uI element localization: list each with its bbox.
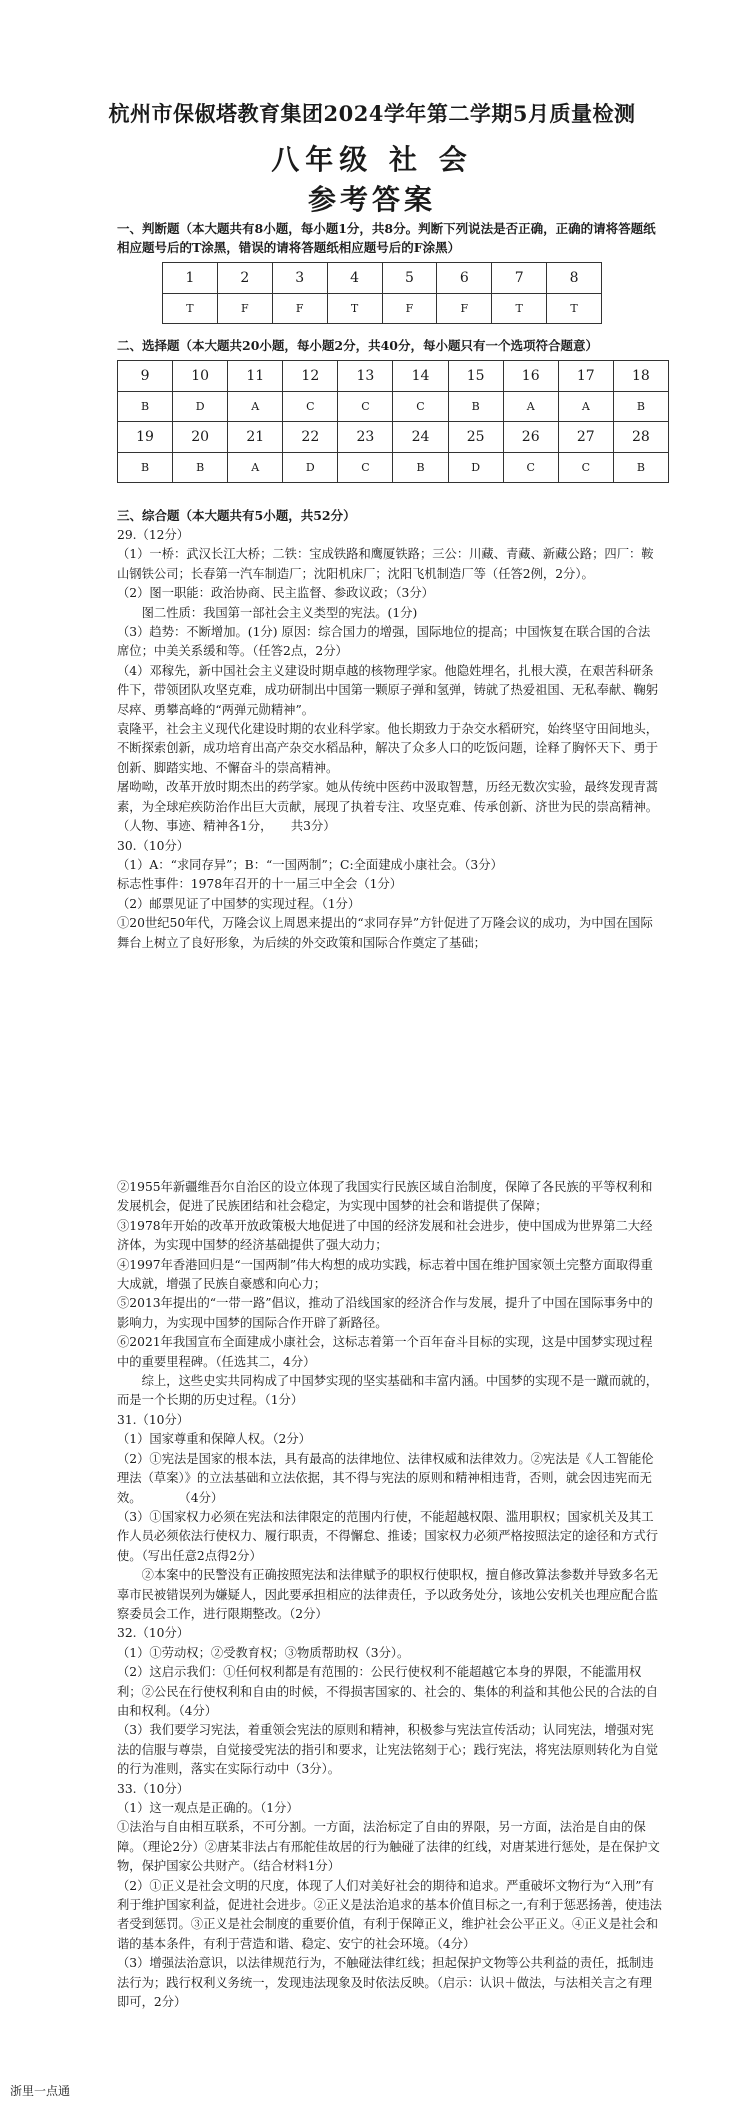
question-number-cell: 10	[173, 361, 228, 392]
answer-cell: F	[272, 294, 327, 324]
answer-cell: A	[228, 453, 283, 483]
q29-2a: （2）图一职能：政治协商、民主监督、参政议政；（3分）	[117, 586, 434, 601]
q29-3: （3）趋势：不断增加。(1分) 原因：综合国力的增强，国际地位的提高；中国恢复在联合国的合法席位；中美关系缓和等。（任答2点，2分）	[117, 625, 651, 659]
question-number-cell: 2	[217, 263, 272, 294]
q33-1: （1）这一观点是正确的。（1分）	[117, 1801, 299, 1815]
question-number-cell: 11	[228, 361, 283, 392]
question-number-cell: 19	[118, 422, 173, 453]
answer-title: 参考答案	[307, 183, 436, 216]
question-number-cell: 20	[173, 422, 228, 453]
answer-cell: D	[283, 453, 338, 483]
answer-cell: C	[503, 453, 558, 483]
q30-2-item1: ①20世纪50年代，万隆会议上周恩来提出的“求同存异”方针促进了万隆会议的成功，为中国在国际舞台上树立了良好形象，为后续的外交政策和国际合作奠定了基础；	[117, 916, 653, 950]
q29-4-yuan: 袁隆平，社会主义现代化建设时期的农业科学家。他长期致力于杂交水稻研究，始终坚守田间地头，不断探索创新，成功培育出高产杂交水稻品种，解决了众多人口的吃饭问题，诠释了胸怀天下、勇于创新、脚踏实地、不懈奋斗的崇高精神。	[117, 722, 659, 775]
q32-1: （1）①劳动权；②受教育权；③物质帮助权（3分）。	[117, 1645, 410, 1660]
answer-cell: C	[338, 392, 393, 422]
q32-3: （3）我们要学习宪法，着重领会宪法的原则和精神，积极参与宪法宣传活动；认同宪法，增强对宪法的信服与尊崇，自觉接受宪法的指引和要求，让宪法铭刻于心；践行宪法，将宪法原则转化为自觉的行为准则，落实在实际行动中（3分）。	[117, 1723, 659, 1777]
question-number-cell: 16	[503, 361, 558, 392]
q32-header: 32.（10分）	[117, 1626, 190, 1641]
answer-cell: A	[503, 392, 558, 422]
answer-cell: B	[448, 392, 503, 422]
answer-cell: B	[118, 392, 173, 422]
question-number-cell: 15	[448, 361, 503, 392]
q33-1-detail: ①法治与自由相互联系，不可分割。一方面，法治标定了自由的界限，另一方面，法治是自由的保障。（理论2分）②唐某非法占有邢舵佳故居的行为触碰了法律的红线，对唐某进行惩处，是在保护文物，保护国家公共财产。（结合材料1分）	[117, 1820, 660, 1874]
question-number-cell: 9	[118, 361, 173, 392]
answer-cell: C	[283, 392, 338, 422]
question-number-cell: 23	[338, 422, 393, 453]
answer-cell: C	[393, 392, 448, 422]
answer-cell: B	[393, 453, 448, 483]
q30-1: （1）A：“求同存异”；B：“一国两制”；C:全面建成小康社会。（3分）	[117, 857, 503, 872]
question-number-cell: 24	[393, 422, 448, 453]
answer-cell: D	[448, 453, 503, 483]
q31-3b: ②本案中的民警没有正确按照宪法和法律赋予的职权行使职权，擅自修改算法参数并导致多名无辜市民被错误列为嫌疑人，因此要承担相应的法律责任，予以政务处分，该地公安机关也理应配合监察委员会工作，进行限期整改。（2分）	[117, 1568, 659, 1621]
question-number-cell: 21	[228, 422, 283, 453]
question-number-cell: 13	[338, 361, 393, 392]
answer-cell: F	[382, 294, 437, 324]
q30-2-item6: ⑥2021年我国宣布全面建成小康社会，这标志着第一个百年奋斗目标的实现，这是中国梦实现过程中的重要里程碑。（任选其二，4分）	[117, 1335, 653, 1369]
question-number-cell: 27	[558, 422, 613, 453]
answer-cell: B	[173, 453, 228, 483]
question-number-cell: 8	[547, 263, 602, 294]
q30-2-item4: ④1997年香港回归是“一国两制”伟大构想的成功实践，标志着中国在维护国家领土完整方面取得重大成就，增强了民族自豪感和向心力；	[117, 1257, 653, 1292]
question-number-cell: 6	[437, 263, 492, 294]
q29-4-deng: （4）邓稼先，新中国社会主义建设时期卓越的核物理学家。他隐姓埋名，扎根大漠，在艰苦科研条件下，带领团队攻坚克难，成功研制出中国第一颗原子弹和氢弹，铸就了热爱祖国、无私奉献、鞠躬尽瘁、勇攀高峰的“两弹元勋精神”。	[117, 663, 659, 717]
footer-watermark: 浙里一点通	[10, 2084, 71, 2098]
question-number-cell: 12	[283, 361, 338, 392]
q29-2b: 图二性质：我国第一部社会主义类型的宪法。(1分)	[141, 605, 418, 620]
answer-cell: D	[173, 392, 228, 422]
section3-part-b	[117, 1178, 662, 2012]
q30-2-item3: ③1978年开始的改革开放政策极大地促进了中国的经济发展和社会进步，使中国成为世界第二大经济体，为实现中国梦的经济基础提供了强大动力；	[117, 1218, 653, 1253]
question-number-cell: 4	[327, 263, 382, 294]
answer-cell: A	[228, 392, 283, 422]
answer-cell: A	[558, 392, 613, 422]
answer-cell: B	[118, 453, 173, 483]
q30-2: （2）邮票见证了中国梦的实现过程。（1分）	[117, 896, 361, 911]
q30-summary: 综上，这些史实共同构成了中国梦实现的坚实基础和丰富内涵。中国梦的实现不是一蹴而就的，而是一个长期的历史过程。（1分）	[117, 1374, 659, 1408]
q31-2: （2）①宪法是国家的根本法，具有最高的法律地位、法律权威和法律效力。②宪法是《人工智能伦理法（草案）》的立法基础和立法依据，其不得与宪法的原则和精神相违背，否则，就会因违宪而无效。 （4分）	[117, 1451, 654, 1505]
answer-cell: T	[163, 294, 218, 324]
section1-heading: 一、判断题（本大题共有8小题，每小题1分，共8分。判断下列说法是否正确，正确的请将答题纸相应题号后的T涂黑，错误的请将答题纸相应题号后的F涂黑）	[117, 221, 656, 255]
question-number-cell: 7	[492, 263, 547, 294]
question-number-cell: 3	[272, 263, 327, 294]
section3-heading: 三、综合题（本大题共有5小题，共52分）	[117, 508, 356, 523]
question-number-cell: 17	[558, 361, 613, 392]
answer-cell: T	[327, 294, 382, 324]
answer-cell: C	[558, 453, 613, 483]
q33-2: （2）①正义是社会文明的尺度，体现了人们对美好社会的期待和追求。严重破坏文物行为“入刑”有利于维护国家利益，促进社会进步。②正义是法治追求的基本价值目标之一,有利于惩恶扬善，使违法者受到惩罚。③正义是社会制度的重要价值，有利于保障正义，维护社会公平正义。④正义是社会和谐的基本条件，有利于营造和谐、稳定、安宁的社会环境。（4分）	[117, 1878, 662, 1951]
q29-4-tu: 屠呦呦，改革开放时期杰出的药学家。她从传统中医药中汲取智慧，历经无数次实验，最终发现青蒿素，为全球疟疾防治作出巨大贡献，展现了执着专注、攻坚克难、传承创新、济世为民的崇高精神。（人物、事迹、精神各1分， 共3分）	[117, 780, 659, 834]
section3-part-a	[117, 526, 662, 953]
section2-heading: 二、选择题（本大题共20小题，每小题2分，共40分，每小题只有一个选项符合题意）	[117, 338, 598, 353]
answer-cell: T	[547, 294, 602, 324]
exam-title: 杭州市保俶塔教育集团2024学年第二学期5月质量检测	[108, 101, 636, 126]
q31-header: 31.（10分）	[117, 1412, 190, 1427]
q30-2-item5: ⑤2013年提出的“一带一路”倡议，推动了沿线国家的经济合作与发展，提升了中国在国际事务中的影响力，为实现中国梦的国际合作开辟了新路径。	[117, 1296, 653, 1330]
q30-2-item2: ②1955年新疆维吾尔自治区的设立体现了我国实行民族区域自治制度，保障了各民族的平等权利和发展机会，促进了民族团结和社会稳定，为实现中国梦的社会和谐提供了保障；	[117, 1180, 653, 1214]
answer-cell: T	[492, 294, 547, 324]
question-number-cell: 14	[393, 361, 448, 392]
judgment-answer-table	[162, 262, 602, 324]
question-number-cell: 5	[382, 263, 437, 294]
question-number-cell: 18	[613, 361, 668, 392]
q33-header: 33.（10分）	[117, 1781, 190, 1796]
answer-cell: B	[613, 453, 668, 483]
question-number-cell: 26	[503, 422, 558, 453]
q30-1-event: 标志性事件：1978年召开的十一届三中全会（1分）	[117, 877, 403, 892]
choice-answer-table	[117, 360, 669, 483]
grade-subject: 八年级 社 会	[271, 143, 473, 176]
question-number-cell: 25	[448, 422, 503, 453]
question-number-cell: 1	[163, 263, 218, 294]
question-number-cell: 28	[613, 422, 668, 453]
q31-1: （1）国家尊重和保障人权。（2分）	[117, 1432, 311, 1447]
answer-cell: F	[217, 294, 272, 324]
answer-cell: F	[437, 294, 492, 324]
q29-header: 29.（12分）	[117, 528, 190, 542]
answer-cell: C	[338, 453, 393, 483]
q29-1: （1）一桥：武汉长江大桥；二铁：宝成铁路和鹰厦铁路；三公：川藏、青藏、新藏公路；四厂：鞍山钢铁公司；长春第一汽车制造厂；沈阳机床厂；沈阳飞机制造厂等（任答2例，2分）。	[117, 547, 654, 581]
question-number-cell: 22	[283, 422, 338, 453]
q33-3: （3）增强法治意识，以法律规范行为，不触碰法律红线；担起保护文物等公共利益的责任，抵制违法行为；践行权利义务统一，发现违法现象及时依法反映。（启示：认识＋做法，与法相关言之有理即可，2分）	[117, 1956, 654, 2010]
answer-cell: B	[613, 392, 668, 422]
q31-3a: （3）①国家权力必须在宪法和法律限定的范围内行使，不能超越权限、滥用职权；国家机关及其工作人员必须依法行使权力、履行职责，不得懈怠、推诿；国家权力必须严格按照法定的途径和方式行使。（写出任意2点得2分）	[117, 1509, 659, 1563]
q30-header: 30.（10分）	[117, 838, 190, 853]
q32-2: （2）这启示我们：①任何权利都是有范围的：公民行使权利不能超越它本身的界限，不能滥用权利；②公民在行使权利和自由的时候，不得损害国家的、社会的、集体的利益和其他公民的合法的自由和权利。（4分）	[117, 1665, 659, 1718]
